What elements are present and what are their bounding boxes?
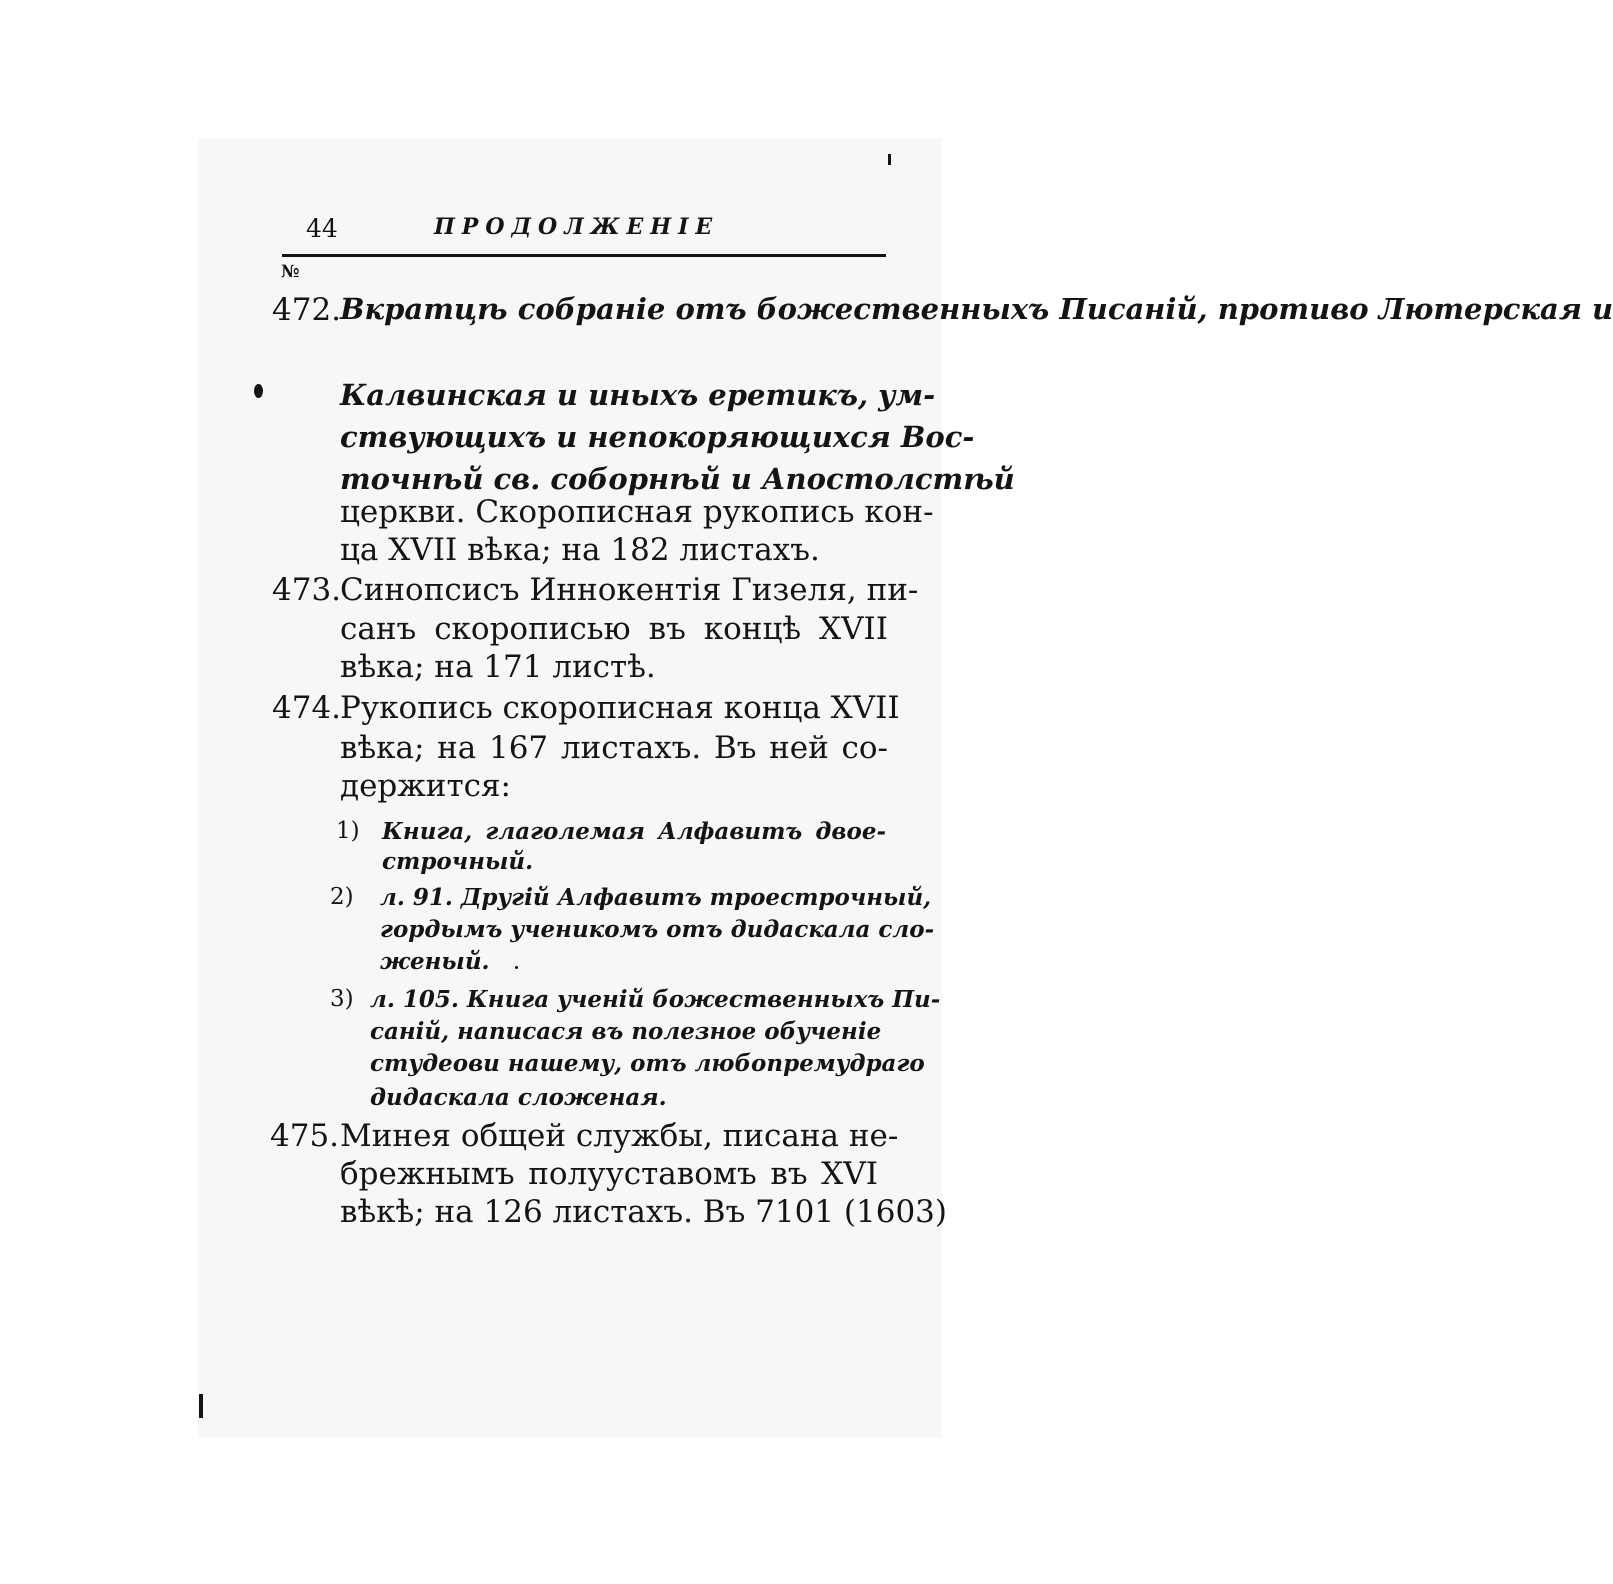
entry-number: 474.: [272, 690, 342, 726]
number-label: №: [281, 262, 300, 282]
entry-text-line: церкви. Скорописная рукопись кон-: [340, 494, 934, 530]
entry-text-line: держится:: [340, 768, 511, 804]
entry-text-line: вѣка; на 171 листѣ.: [340, 649, 656, 685]
entry-text-line: Синопсисъ Иннокентія Гизеля, пи-: [340, 572, 919, 608]
entry-text-line: ствующихъ и непокоряющихся Вос-: [340, 420, 975, 454]
sub-item-line: дидаскала сложеная.: [370, 1084, 667, 1111]
entry-number: 473.: [272, 572, 342, 608]
entry-text-line: Минея общей службы, писана не-: [340, 1118, 899, 1154]
entry-text-line: Калвинская и иныхъ еретикъ, ум-: [340, 378, 936, 412]
running-title: ПРОДОЛЖЕНІЕ: [434, 214, 720, 240]
entry-text-line: Рукопись скорописная конца XVII: [340, 690, 900, 726]
page-number: 44: [306, 214, 338, 243]
page-header: [282, 206, 886, 252]
entry-number: 475.: [270, 1118, 340, 1154]
ink-speck: [199, 1394, 203, 1418]
entry-text-line: ца XVII вѣка; на 182 листахъ.: [340, 532, 820, 568]
sub-item-line: Книга, глаголемая Алфавитъ двое-: [382, 818, 886, 845]
ink-speck: [515, 966, 518, 969]
sub-item-line: саній, написася въ полезное обученіе: [370, 1018, 882, 1045]
sub-item-line: женый.: [380, 948, 490, 975]
entry-text-line: вѣкѣ; на 126 листахъ. Въ 7101 (1603): [340, 1194, 947, 1230]
entry-text-line: брежнымъ полууставомъ въ XVI: [340, 1156, 878, 1192]
entry-text-line: Вкратцѣ собраніе отъ божественныхъ Писаній, противо Лютерская и: [340, 292, 1613, 326]
sub-item-line: л. 105. Книга ученій божественныхъ Пи-: [370, 986, 941, 1013]
ink-speck: [888, 154, 891, 165]
sub-item-line: студеови нашему, отъ любопремудраго: [370, 1050, 925, 1077]
entry-text-line: вѣка; на 167 листахъ. Въ ней со-: [340, 730, 888, 766]
ink-speck: [254, 384, 263, 398]
sub-item-line: строчный.: [382, 848, 534, 875]
sub-item-line: л. 91. Другій Алфавитъ троестрочный,: [380, 884, 932, 911]
sub-item-marker: 3): [330, 986, 354, 1012]
entry-text-line: санъ скорописью въ концѣ XVII: [340, 611, 888, 647]
entry-number: 472.: [272, 292, 342, 328]
sub-item-line: гордымъ ученикомъ отъ дидаскала сло-: [380, 916, 935, 943]
sub-item-marker: 1): [336, 818, 360, 844]
sub-item-marker: 2): [330, 884, 354, 910]
header-rule: [282, 254, 886, 257]
entry-text-line: точнѣй св. соборнѣй и Апостолстѣй: [340, 462, 1015, 496]
